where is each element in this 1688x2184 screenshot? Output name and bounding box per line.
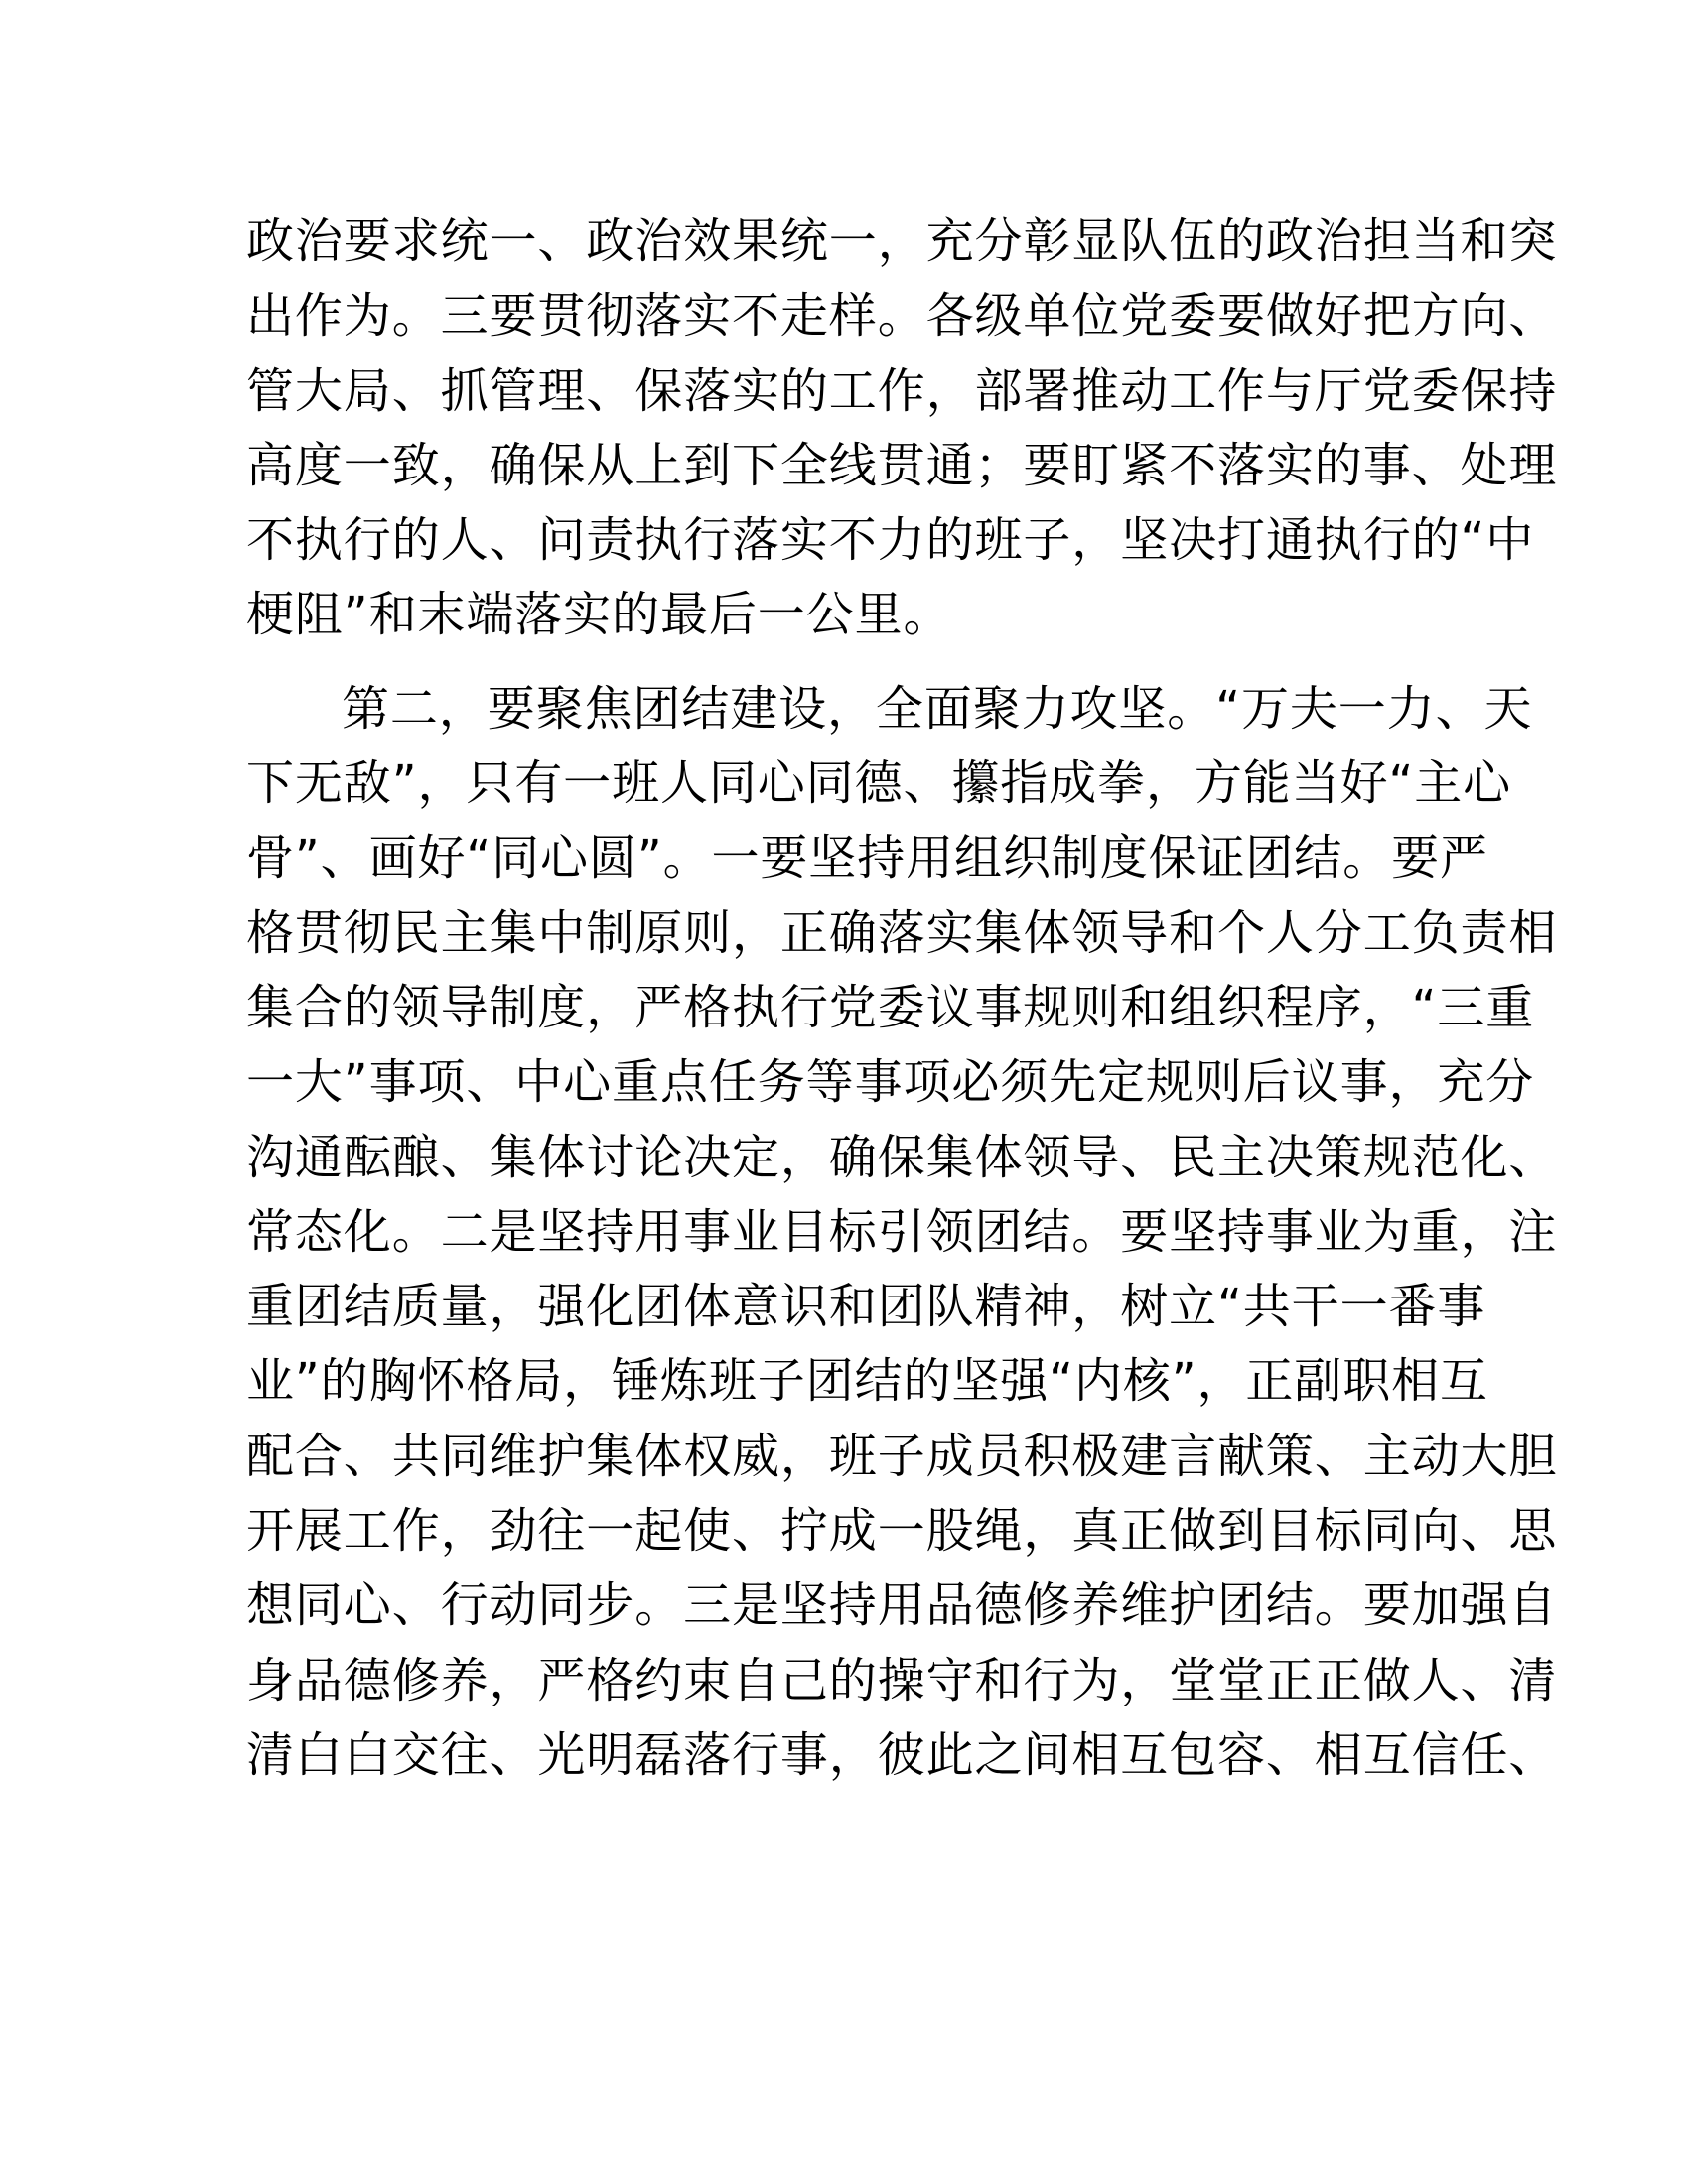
text-line: 政治要求统一、政治效果统一，充分彰显队伍的政治担当和突 <box>246 213 1558 269</box>
text-line: 配合、共同维护集体权威，班子成员积极建言献策、主动大胆 <box>246 1428 1558 1484</box>
paragraph-spacer <box>246 653 1438 672</box>
text-line: 梗阻”和末端落实的最后一公里。 <box>246 587 952 643</box>
text-line: 出作为。三要贯彻落实不走样。各级单位党委要做好把方向、 <box>246 288 1558 344</box>
text-line: 管大局、抓管理、保落实的工作，部署推动工作与厅党委保持 <box>246 362 1558 419</box>
text-line: 不执行的人、问责执行落实不力的班子，坚决打通执行的“中 <box>246 512 1535 569</box>
text-line: 开展工作，劲往一起使、拧成一股绳，真正做到目标同向、思 <box>246 1503 1558 1560</box>
text-line: 常态化。二是坚持用事业目标引领团结。要坚持事业为重，注 <box>246 1203 1558 1260</box>
text-line: 一大”事项、中心重点任务等事项必须先定规则后议事，充分 <box>246 1054 1535 1111</box>
text-line: 沟通酝酿、集体讨论决定，确保集体领导、民主决策规范化、 <box>246 1129 1558 1185</box>
text-line: 骨”、画好“同心圆”。一要坚持用组织制度保证团结。要严 <box>246 830 1488 887</box>
text-line: 重团结质量，强化团体意识和团队精神，树立“共干一番事 <box>246 1279 1486 1335</box>
paragraph-1 <box>246 205 1558 653</box>
text-line: 格贯彻民主集中制原则，正确落实集体领导和个人分工负责相 <box>246 904 1558 961</box>
document-body <box>246 205 1558 1793</box>
text-line: 想同心、行动同步。三是坚持用品德修养维护团结。要加强自 <box>246 1577 1558 1634</box>
text-line: 身品德修养，严格约束自己的操守和行为，堂堂正正做人、清 <box>246 1652 1558 1708</box>
text-line: 业”的胸怀格局，锤炼班子团结的坚强“内核”，正副职相互 <box>246 1353 1488 1410</box>
text-line: 下无敌”，只有一班人同心同德、攥指成拳，方能当好“主心 <box>246 755 1512 812</box>
text-line: 高度一致，确保从上到下全线贯通；要盯紧不落实的事、处理 <box>246 437 1558 493</box>
text-line: 集合的领导制度，严格执行党委议事规则和组织程序，“三重 <box>246 979 1535 1035</box>
text-line: 清白白交往、光明磊落行事，彼此之间相互包容、相互信任、 <box>246 1726 1558 1783</box>
text-line: 第二，要聚焦团结建设，全面聚力攻坚。“万夫一力、天 <box>342 680 1533 737</box>
paragraph-2 <box>246 672 1558 1793</box>
